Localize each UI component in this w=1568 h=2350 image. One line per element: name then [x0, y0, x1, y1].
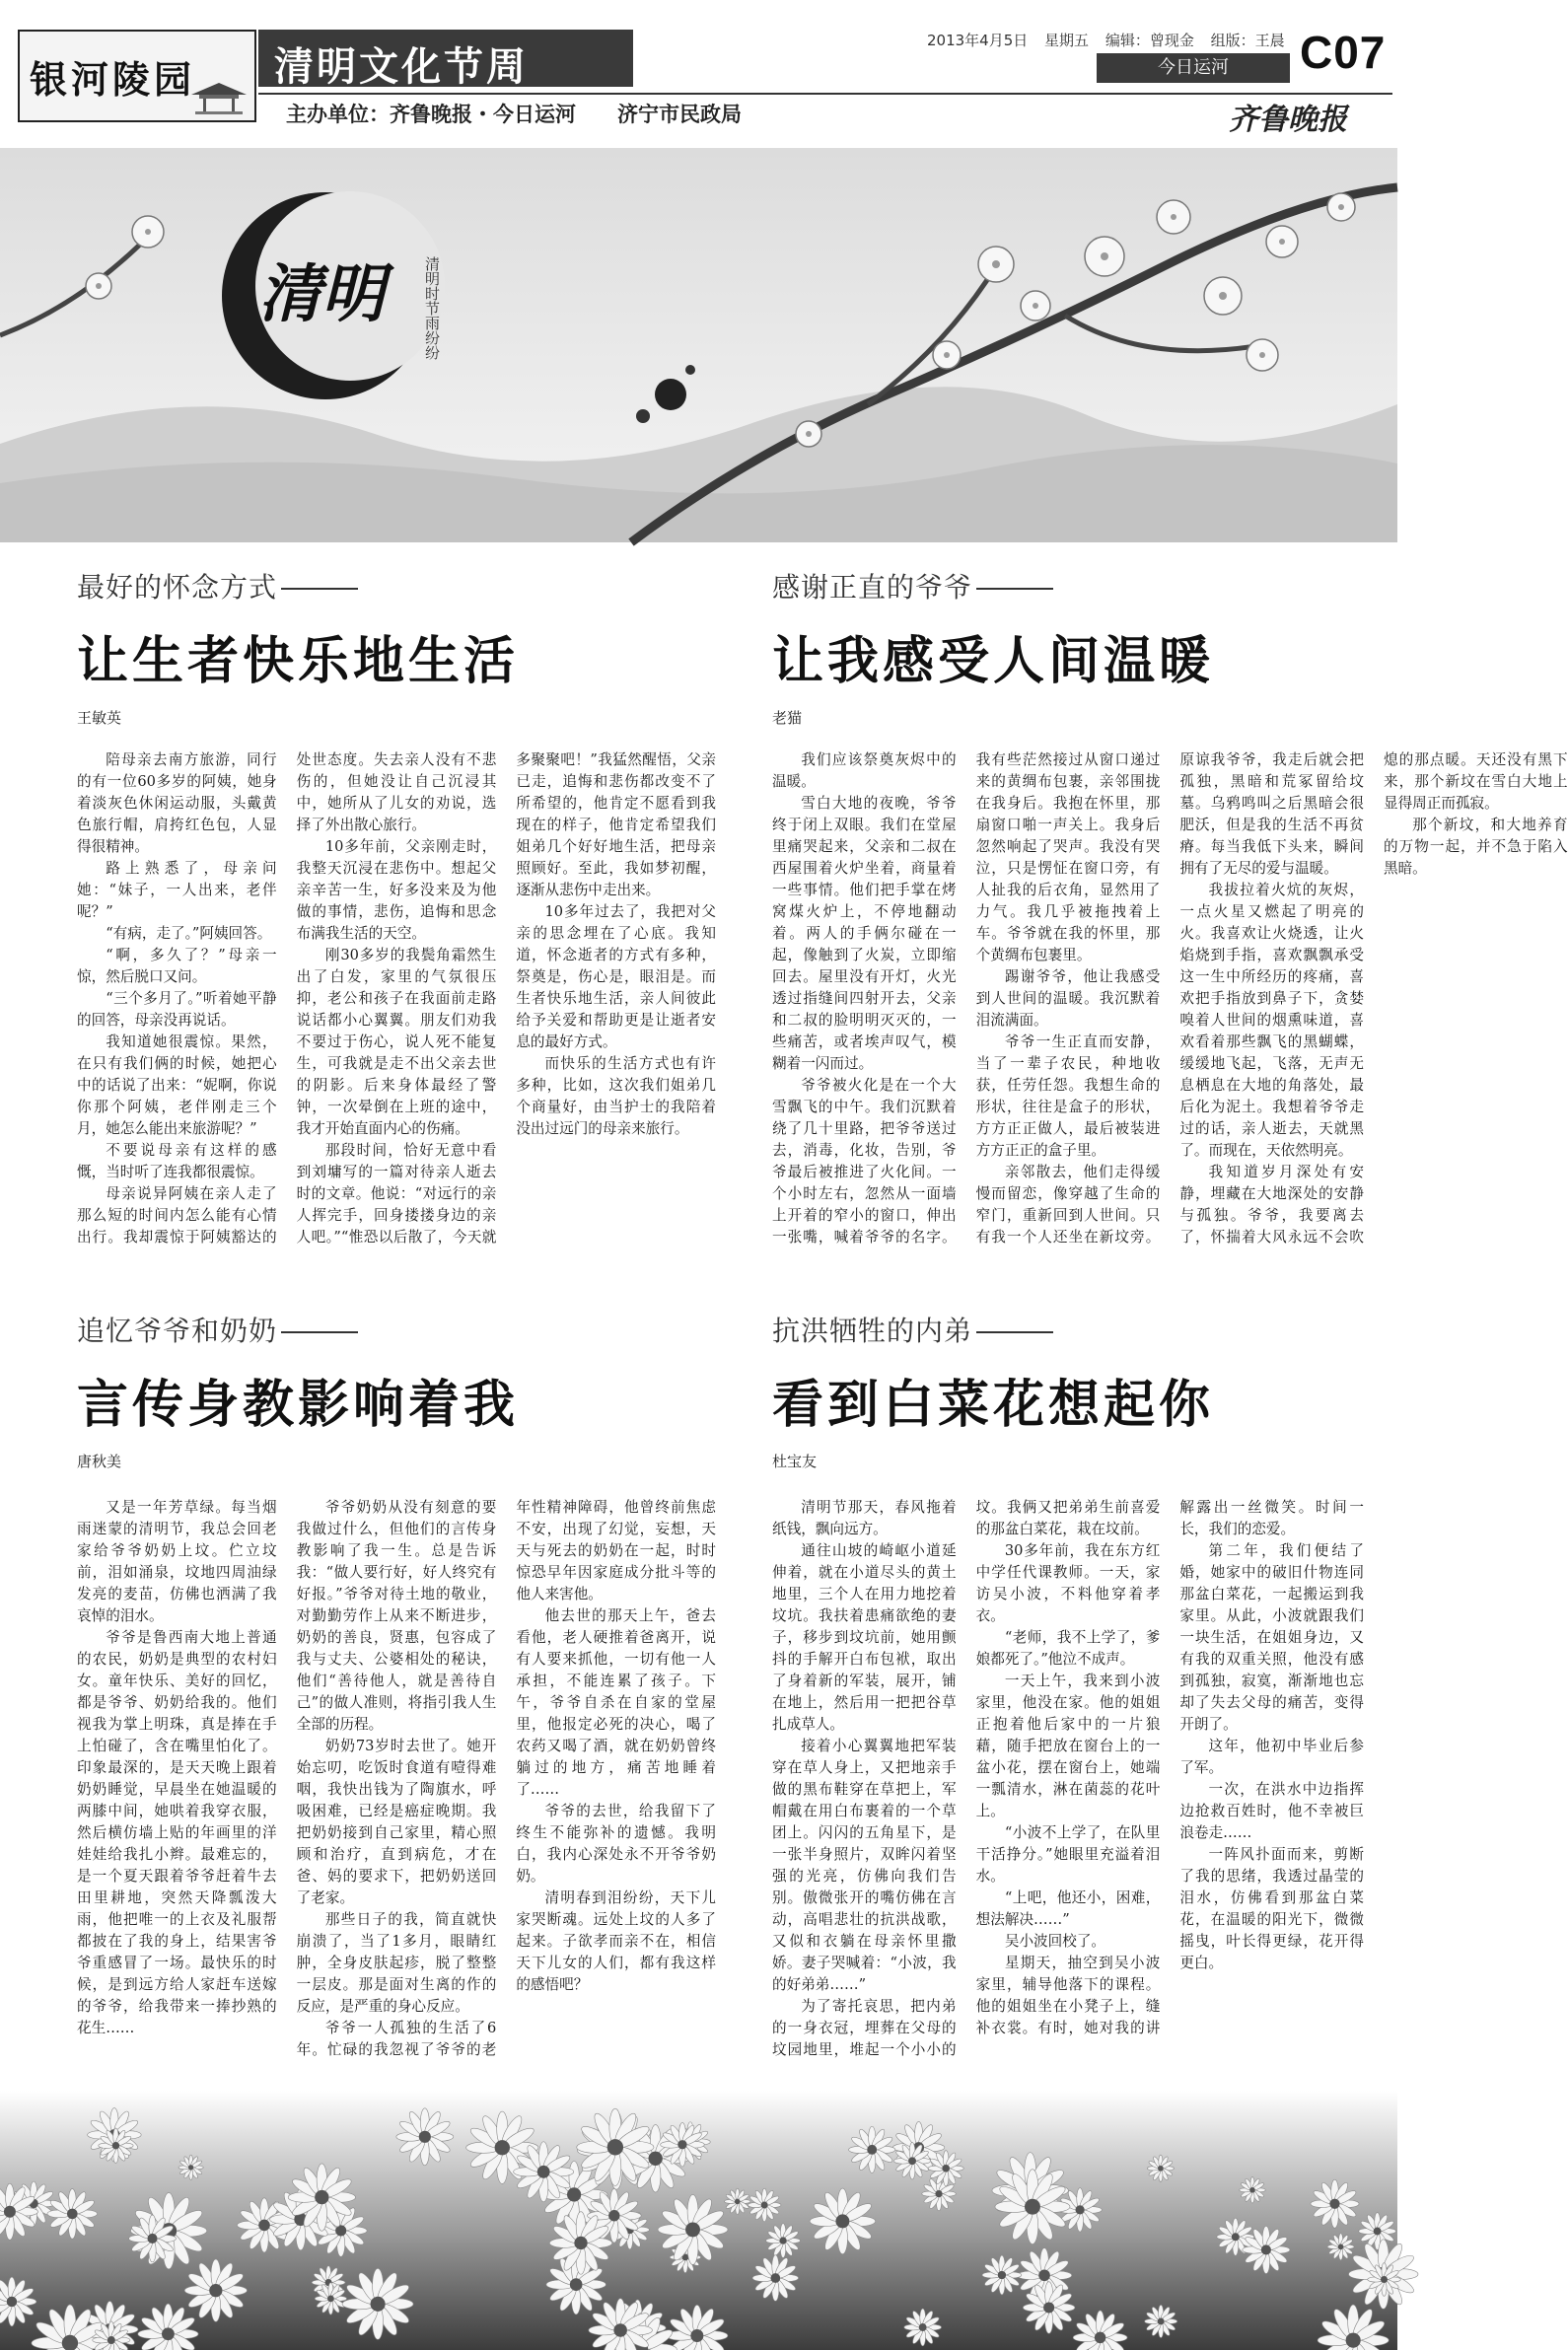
- article-paragraph: 星期天，抽空到吴小波家里，辅导他落下的课程。他的姐姐坐在小凳子上，缝补衣裳。有时，她对我的讲解露出一丝微笑。时间一长，我们的恋爱。: [975, 1499, 1364, 2036]
- article-paragraph: “上吧，他还小，困难，想法解决……”: [975, 1889, 1161, 1928]
- daisy-icon: [904, 2309, 942, 2346]
- article-1-body: [77, 749, 716, 1266]
- article-paragraph: 我们应该祭奠灰烬中的温暖。: [772, 751, 957, 790]
- article-paragraph: 爷爷奶奶从没有刻意的要我做过什么，但他们的言传身教影响了我一生。总是告诉我：“做人要行好，好人终究有好报。”爷爷对待土地的敬业，对勤勤劳作上从来不断进步，奶奶的善良，贤惠，包容成了我与丈夫、公婆相处的秘诀，他们“善待他人，就是善待自己”的做人准则，将指引我人生全部的历程。: [296, 1499, 497, 1733]
- article-paragraph: 30多年前，我在东方红中学任代课教师。一天，家访吴小波，不料他穿着孝衣。: [975, 1542, 1161, 1624]
- article-paragraph: 刚30多岁的我鬓角霜然生出了白发，家里的气氛很压抑，老公和孩子在我面前走路说话都小心翼翼。朋友们劝我不要过于伤心，说人死不能复生，可我就是走不出父亲去世的阴影。后来身体最经了警钟，一次晕倒在上班的途中，我才开始直面内心的伤痛。: [296, 947, 497, 1137]
- issue-date: 2013年4月5日: [927, 32, 1029, 49]
- article-paragraph: 路上熟悉了，母亲问她：“妹子，一人出来，老伴呢？”: [77, 860, 277, 920]
- logo-text: 银河陵园: [30, 57, 196, 102]
- article-paragraph: 10多年前，父亲刚走时，我整天沉浸在悲伤中。想起父亲辛苦一生，好多没来及为他做的事情，悲伤，追悔和思念布满我生活的天空。: [296, 838, 497, 942]
- article-4-header: [772, 1310, 1214, 1471]
- article-paragraph: “老师，我不上学了，爹娘都死了。”他泣不成声。: [975, 1629, 1161, 1668]
- article-2-header: [772, 566, 1214, 728]
- article-paragraph: 清明节那天，春风拖着纸钱，飘向远方。: [772, 1499, 957, 1537]
- column-title-bar: [258, 30, 633, 90]
- daisy-icon: [1311, 2179, 1359, 2228]
- pavilion-icon: [189, 81, 249, 114]
- column-title: 清明文化节周: [274, 44, 529, 90]
- article-paragraph: 那段时间，恰好无意中看到刘墉写的一篇对待亲人逝去时的文章。他说：“对远行的亲人挥完手，回身搂搂身边的亲人吧。”“惟恐以后散了，今天就多聚聚吧！”我猛然醒悟，父亲已走，追悔和悲伤都改变不了所希望的，他肯定不愿看到我现在的样子，他肯定希望我们姐弟几个好好地生活，把母亲照顾好。至此，我如梦初醒，逐渐从悲伤中走出来。: [296, 751, 716, 1246]
- article-paragraph: 陪母亲去南方旅游，同行的有一位60多岁的阿姨，她身着淡灰色休闲运动服，头戴黄色旅行帽，肩挎红色包，人显得很精神。: [77, 751, 277, 855]
- daisy-icon: [1240, 2177, 1266, 2204]
- article-headline: 让我感受人间温暖: [772, 632, 1215, 691]
- banner-calligraphy: 清明: [258, 257, 385, 331]
- article-paragraph: 又是一年芳草绿。每当烟雨迷蒙的清明节，我总会回老家给爷爷奶奶上坟。伫立坟前，泪如涌泉，坟地四周油绿发亮的麦苗，仿佛也洒满了我哀悼的泪水。: [77, 1499, 277, 1624]
- daisy-icon: [396, 2108, 454, 2166]
- article-kicker: 感谢正直的爷爷: [772, 566, 1214, 605]
- paper-name: 齐鲁晚报: [1229, 103, 1347, 137]
- article-paragraph: 母亲说异阿姨在亲人走了那么短的时间内怎么能有心情出行。我却震惊于阿姨豁达的处世态度。失去亲人没有不悲伤的，但她没让自己沉浸其中，她所从了儿女的劝说，选择了外出散心旅行。: [77, 751, 497, 1246]
- article-kicker: 抗洪牺牲的内弟: [772, 1310, 1214, 1349]
- layout-credit: 组版：王晨: [1210, 32, 1285, 49]
- article-byline: 唐秋美: [77, 1453, 122, 1470]
- article-paragraph: 那些日子的我，简直就快崩溃了，当了1多月，眼睛红肿，全身皮肤起疹，脱了整整一层皮。那是面对生离的作的反应，是严重的身心反应。: [296, 1911, 497, 2015]
- article-paragraph: “三个多月了。”听着她平静的回答，母亲没再说话。: [77, 990, 277, 1029]
- article-4-body: [772, 1497, 1364, 2067]
- flower-footer-banner: [0, 2091, 1397, 2350]
- daisy-icon: [725, 2188, 750, 2214]
- article-paragraph: 一天上午，我来到小波家里，他没在家。他的姐姐正抱着他后家中的一片狼藉，随手把放在窗台上的一盆小花，摆在窗台上，她端一瓢清水，淋在菌蕊的花叶上。: [975, 1673, 1161, 1819]
- article-paragraph: 爷爷一生正直而安静，当了一辈子农民，种地收获，任劳任怨。我想生命的形状，往往是盒子的形状，方方正正做人，最后被装进方方正正的盒子里。: [975, 1033, 1161, 1159]
- article-headline: 看到白菜花想起你: [772, 1376, 1215, 1435]
- article-paragraph: 而快乐的生活方式也有许多种，比如，这次我们姐弟几个商量好，由当护士的我陪着没出过远门的母亲来旅行。: [516, 1055, 716, 1137]
- article-paragraph: 不要说母亲有这样的感慨，当时听了连我都很震惊。: [77, 1142, 277, 1180]
- daisy-icon: [342, 2268, 413, 2339]
- article-paragraph: 爷爷的去世，给我留下了终生不能弥补的遗憾。我明白，我内心深处永不开爷爷奶奶。: [516, 1803, 716, 1885]
- masthead-rule: [258, 93, 1392, 95]
- page-number: C07: [1300, 27, 1387, 78]
- article-paragraph: 踢谢爷爷，他让我感受到人世间的温暖。我沉默着泪流满面。: [975, 968, 1161, 1029]
- article-paragraph: 我知道岁月深处有安静，埋藏在大地深处的安静与孤独。爷爷，我要离去了，怀揣着大风永远不会吹熄的那点暖。天还没有黑下来，那个新坟在雪白大地上显得周正而孤寂。: [1179, 751, 1568, 1246]
- sponsor-line: 主办单位：齐鲁晚报・今日运河 济宁市民政局: [286, 103, 742, 126]
- daisy-icon: [658, 2194, 728, 2264]
- article-kicker: 最好的怀念方式: [77, 566, 519, 605]
- article-paragraph: “啊，多久了？”母亲一惊，然后脱口又问。: [77, 947, 277, 985]
- daisy-icon: [1073, 2311, 1127, 2350]
- article-paragraph: 接着小心翼翼地把军装穿在草人身上，又把地亲手做的黑布鞋穿在草把上，军帽戴在用白布裹着的一个草团上。闪闪的五角星下，是一张半身照片，双眸闪着坚强的光亮，仿佛向我们告别。傲微张开的嘴仿佛在言动，高唱悲壮的抗洪战歌，又似和衣躺在母亲怀里撒娇。妻子哭喊着：“小波，我的好弟弟……”: [772, 1738, 957, 1993]
- article-paragraph: 那个新坟，和大地养育的万物一起，并不急于陷入黑暗。: [1383, 817, 1568, 877]
- issue-meta: [927, 30, 1297, 50]
- article-paragraph: 他去世的那天上午，爸去看他，老人硬推着爸离开，说有人要来抓他，一切有他一人承担，不能连累了孩子。下午，爷爷自杀在自家的堂屋里，他报定必死的决心，喝了农药又喝了酒，就在奶奶曾终躺过的地方，痛苦地睡着了……: [516, 1607, 716, 1798]
- daisy-icon: [849, 2126, 895, 2172]
- daisy-icon: [667, 2305, 728, 2350]
- article-paragraph: 一阵风扑面而来，剪断了我的思绪，我透过晶莹的泪水，仿佛看到那盆白菜花，在温暖的阳光下，微微摇曳，叶长得更绿，花开得更白。: [1179, 1846, 1364, 1971]
- daisy-icon: [982, 2255, 1022, 2295]
- article-paragraph: 雪白大地的夜晚，爷爷终于闭上双眼。我们在堂屋里痛哭起来，父亲和二叔在西屋围着火炉坐着，商量着一些事情。他们把手掌在烤窝煤火炉上，不停地翻动着。两人的手俩尔碰在一起，像触到了火炭，立即缩回去。屋里没有开灯，火光透过指缝间四射开去，父亲和二叔的脸明明灭灭的，一些痛苦，或者埃声叹气，模糊着一闪而过。: [772, 795, 957, 1072]
- banner-verse: 清明时节雨纷纷: [423, 256, 441, 360]
- article-paragraph: 爷爷一人孤独的生活了6年。忙碌的我忽视了爷爷的老年性精神障碍，他曾终前焦虑不安，出现了幻觉，妄想，天天与死去的奶奶在一起，时时惊恐早年因家庭成分批斗等的他人来害他。: [296, 1499, 716, 2058]
- editor-credit: 编辑：曾现金: [1105, 32, 1194, 49]
- daisy-icon: [1145, 2305, 1177, 2337]
- article-paragraph: 通往山坡的崎岖小道延伸着，就在小道尽头的黄土地里，三个人在用力地挖着坟坑。我扶着患痛欲绝的妻子，移步到坟坑前，她用颤抖的手解开白布包袱，取出了身着新的军装，展开，铺在地上，然后用一把把谷草扎成草人。: [772, 1542, 957, 1733]
- article-paragraph: 我知道她很震惊。果然，在只有我们俩的时候，她把心中的话说了出来：“妮啊，你说你那个阿姨，老伴刚走三个月，她怎么能出来旅游呢？”: [77, 1033, 277, 1137]
- section-badge: 今日运河: [1097, 53, 1290, 83]
- article-byline: 王敏英: [77, 709, 122, 727]
- article-headline: 让生者快乐地生活: [77, 632, 520, 691]
- daisy-icon: [47, 2189, 98, 2240]
- qingming-banner: [0, 148, 1397, 542]
- article-paragraph: 亲邻散去，他们走得缓慢而留恋，像穿越了生命的窄门，重新回到人世间。只有我一个人还坐在新坟旁。原谅我爷爷，我走后就会把孤独，黑暗和荒冢留给坟墓。乌鸦鸣叫之后黑暗会很肥沃，但是我的生活不再贫瘠。每当我低下头来，瞬间拥有了无尽的爱与温暖。: [975, 751, 1364, 1246]
- article-paragraph: “小波不上学了，在队里干活挣分。”她眼里充溢着泪水。: [975, 1824, 1161, 1885]
- article-byline: 杜宝友: [772, 1453, 818, 1470]
- article-paragraph: 我拔拉着火炕的灰烬，一点火星又燃起了明亮的火。我喜欢让火烧透，让火焰烧到手指，喜欢飘飘承受这一生中所经历的疼痛，喜欢把手指放到鼻子下，贪婪嗅着人世间的烟熏味道，喜欢看着那些飘飞的黑蝴蝶，缓缓地飞起，飞落，无声无息栖息在大地的角落处，最后化为泥土。我想着爷爷走过的话，亲人逝去，天就黑了。而现在，天依然明亮。: [1179, 882, 1364, 1159]
- daisy-icon: [0, 2277, 36, 2326]
- daisy-icon: [1147, 2155, 1174, 2181]
- daisy-icon: [1243, 2226, 1290, 2273]
- article-paragraph: 一次，在洪水中边指挥边抢救百姓时，他不幸被巨浪卷走……: [1179, 1781, 1364, 1841]
- daisy-icon: [1359, 2213, 1396, 2250]
- article-1-header: [77, 566, 519, 728]
- article-headline: 言传身教影响着我: [77, 1376, 520, 1435]
- article-paragraph: 这年，他初中毕业后参了军。: [1179, 1738, 1364, 1776]
- cemetery-logo: [18, 30, 256, 122]
- issue-weekday: 星期五: [1044, 32, 1090, 49]
- article-paragraph: “有病，走了。”阿姨回答。: [106, 925, 272, 942]
- daisy-icon: [138, 2304, 198, 2350]
- article-kicker: 追忆爷爷和奶奶: [77, 1310, 519, 1349]
- daisy-field-illustration: [0, 2091, 1397, 2350]
- article-paragraph: 清明春到泪纷纷，天下儿家哭断魂。远处上坟的人多了起来。子欲孝而亲不在，相信天下儿女的人们，都有我这样的感悟吧？: [516, 1889, 716, 1993]
- article-3-body: [77, 1497, 716, 2067]
- daisy-icon: [810, 2188, 876, 2254]
- article-paragraph: 爷爷是鲁西南大地上普通的农民，奶奶是典型的农村妇女。童年快乐、美好的回忆，都是爷爷、奶奶给我的。他们视我为掌上明珠，真是捧在手上怕碰了，含在嘴里怕化了。印象最深的，是天天晚上跟着奶奶睡觉，早晨坐在她温暖的两膝中间，她哄着我穿衣服，然后横仿墙上贴的年画里的洋娃娃给我扎小辫。最难忘的，是一个夏天跟着爷爷赶着牛去田里耕地，突然天降瓢泼大雨，他把唯一的上衣及礼服帮都披在了我的身上，结果害爷爷重感冒了一场。最快乐的时候，是到远方给人家赶车送嫁的爷爷，给我带来一捧抄熟的花生……: [77, 1629, 277, 2036]
- article-paragraph: 吴小波回校了。: [1004, 1933, 1106, 1950]
- daisy-icon: [766, 2224, 801, 2258]
- daisy-icon: [184, 2259, 247, 2321]
- article-paragraph: 10多年过去了，我把对父亲的思念埋在了心底。我知道，怀念逝者的方式有多种，祭奠是，伤心是，眼泪是。而生者快乐地生活，亲人间彼此给予关爱和帮助更是让逝者安息的最好方式。: [516, 903, 716, 1050]
- article-paragraph: 为了寄托哀思，把内弟的一身衣冠，埋葬在父母的坟园地里，堆起一个小小的坟。我俩又把弟弟生前喜爱的那盆白菜花，栽在坟前。: [772, 1499, 1161, 2058]
- article-byline: 老猫: [772, 709, 803, 727]
- masthead: [0, 0, 1397, 148]
- daisy-icon: [1327, 2234, 1354, 2260]
- article-2-body: [772, 749, 1568, 1266]
- banner-illustration: [0, 148, 1397, 542]
- daisy-icon: [752, 2255, 799, 2302]
- article-paragraph: 奶奶73岁时去世了。她开始忘叨，吃饭时食道有噎得难咽，我快出钱为了陶旗水，呼吸困难，已经是癌症晚期。我把奶奶接到自己家里，精心照顾和治疗，直到病危，才在爸、妈的要求下，把奶奶送回了老家。: [296, 1738, 497, 1906]
- article-paragraph: 爷爷被火化是在一个大雪飘飞的中午。我们沉默着绕了几十里路，把爷爷送过去，消毒，化妆，告别，爷爷最后被推进了火化间。一个小时左右，忽然从一面墙上开着的窄小的窗口，伸出一张嘴，喊着爷爷的名字。我有些茫然接过从窗口递过来的黄绸布包裹，亲邻围拢在我身后。我抱在怀里，那扇窗口啪一声关上。我身后忽然响起了哭声。我没有哭泣，只是愣怔在窗口旁，有人扯我的后衣角，显然用了力气。我几乎被拖拽着上车。爷爷就在我的怀里，那个黄绸布包裹里。: [772, 751, 1161, 1246]
- daisy-icon: [748, 2188, 781, 2222]
- article-3-header: [77, 1310, 519, 1471]
- daisy-icon: [1318, 2305, 1389, 2350]
- daisy-icon: [178, 2155, 203, 2179]
- article-paragraph: 第二年，我们便结了婚，她家中的破旧什物连同那盆白菜花，一起搬运到我家里。从此，小波就跟我们一块生活，在姐姐身边，又有我的双重关照，他没有感到孤独，寂寞，渐渐地也忘却了失去父母的痛苦，变得开朗了。: [1179, 1542, 1364, 1733]
